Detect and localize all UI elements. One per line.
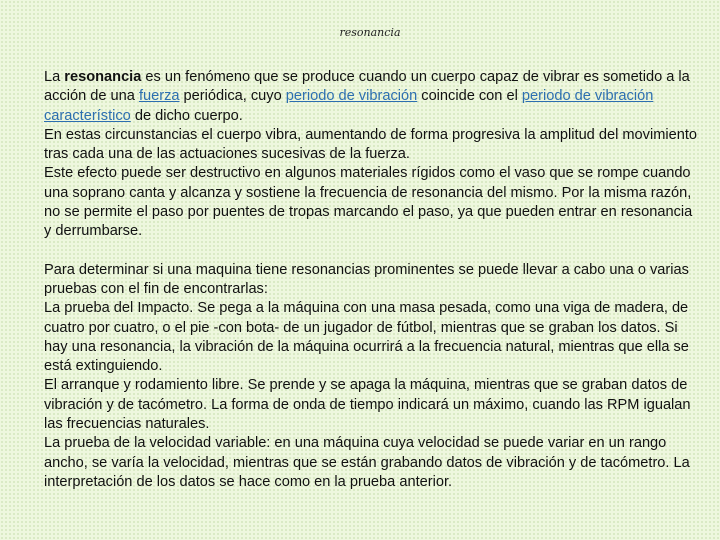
page-title: resonancia [339,26,401,39]
term-resonancia: resonancia [64,69,142,85]
text-segment: periódica, cuyo [179,88,286,105]
paragraph-tests-intro: Para determinar si una maquina tiene resonancias prominentes se puede llevar a cabo una o varias pruebas con el fin de encontrarlas: [44,261,689,297]
link-periodo-de-vibracion[interactable]: periodo de vibración [285,88,418,105]
text-segment: coincide con el [417,88,522,105]
paragraph-spacer [44,242,700,261]
text-segment: La [44,69,65,85]
paragraph-startup-test: El arranque y rodamiento libre. Se prende y se apaga la máquina, mientras que se graban datos de vibración y de tacómetro. La forma de onda de tiempo indicará un máximo, cuando las RPM igualan las frecuencias naturales. [44,377,691,433]
link-periodo-caracteristico[interactable]: periodo de vibración característico [44,88,654,124]
article-body [44,68,700,492]
text-segment: es un fenómeno que se produce cuando un cuerpo capaz de vibrar es sometido a la acción de una [44,69,690,105]
paragraph-impact-test: La prueba del Impacto. Se pega a la máquina con una masa pesada, como una viga de madera, de cuatro por cuatro, o el pie -con bota- de un jugador de fútbol, mientras que se graban los datos. Si hay una resonancia, la vibración de la máquina ocurrirá a la frecuencia natural, mientras que ella se está extinguiendo. [44,300,689,375]
paragraph-definition [44,68,700,126]
paragraph-destructive-effect: Este efecto puede ser destructivo en algunos materiales rígidos como el vaso que se rompe cuando una soprano canta y alcanza y sostiene la frecuencia de resonancia del mismo. Por la misma razón, no se permite el paso por puentes de tropas marcando el paso, ya que pueden entrar en resonancia y derrumbarse. [44,165,693,240]
link-fuerza[interactable]: fuerza [138,88,180,105]
paragraph-variable-speed-test: La prueba de la velocidad variable: en una máquina cuya velocidad se puede variar en un rango ancho, se varía la velocidad, mientras que se están grabando datos de vibración y de tacómetro. La interpretación de los datos se hace como en la prueba anterior. [44,435,690,490]
paragraph-circumstances: En estas circunstancias el cuerpo vibra, aumentando de forma progresiva la amplitud del movimiento tras cada una de las actuaciones sucesivas de la fuerza. [44,126,697,163]
text-segment: de dicho cuerpo. [130,107,243,124]
